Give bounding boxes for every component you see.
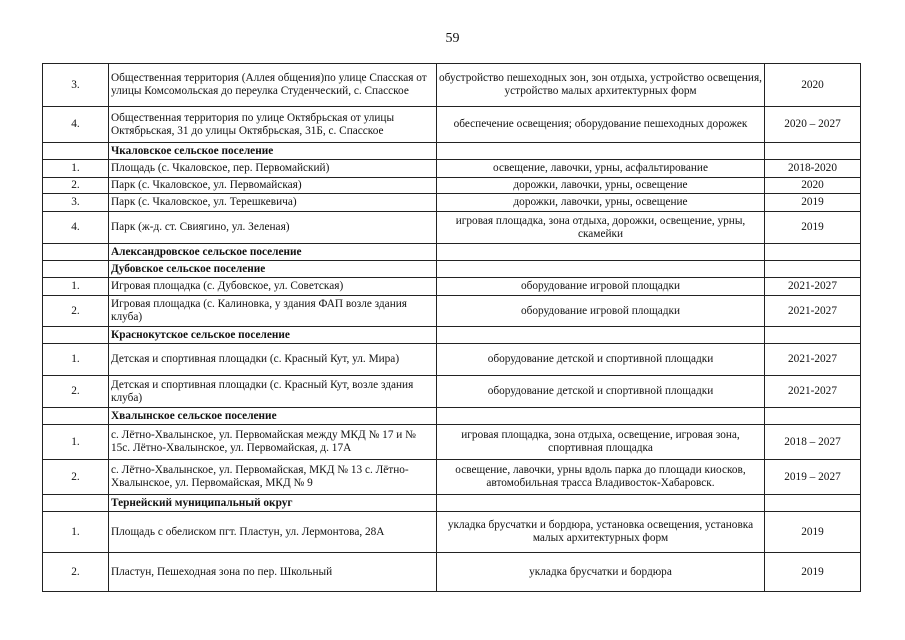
row-number-cell: 4.	[43, 212, 109, 244]
territory-name-cell: Парк (с. Чкаловское, ул. Терешкевича)	[109, 194, 437, 212]
year-cell	[765, 143, 861, 160]
section-row	[43, 244, 861, 261]
year-cell: 2019	[765, 512, 861, 553]
year-cell: 2020	[765, 178, 861, 194]
table-row	[43, 376, 861, 408]
work-description-cell: укладка брусчатки и бордюра, установка освещения, установка малых архитектурных форм	[437, 512, 765, 553]
table-row	[43, 425, 861, 460]
year-cell: 2020 – 2027	[765, 107, 861, 143]
territory-name-cell: Детская и спортивная площадки (с. Красный Кут, возле здания клуба)	[109, 376, 437, 408]
work-cell	[437, 408, 765, 425]
work-description-cell: укладка брусчатки и бордюра	[437, 553, 765, 592]
territory-name-cell: Игровая площадка (с. Дубовское, ул. Советская)	[109, 278, 437, 296]
year-cell: 2021-2027	[765, 278, 861, 296]
year-cell: 2021-2027	[765, 376, 861, 408]
section-title: Краснокутское сельское поселение	[109, 327, 437, 344]
table-row	[43, 512, 861, 553]
work-description-cell: обеспечение освещения; оборудование пешеходных дорожек	[437, 107, 765, 143]
territory-name-cell: Площадь с обелиском пгт. Пластун, ул. Лермонтова, 28А	[109, 512, 437, 553]
year-cell	[765, 408, 861, 425]
work-description-cell: игровая площадка, зона отдыха, освещение, игровая зона, спортивная площадка	[437, 425, 765, 460]
work-cell	[437, 244, 765, 261]
territory-name-cell: Пластун, Пешеходная зона по пер. Школьный	[109, 553, 437, 592]
territory-name-cell: Площадь (с. Чкаловское, пер. Первомайский)	[109, 160, 437, 178]
table-row	[43, 194, 861, 212]
section-row	[43, 143, 861, 160]
table-body	[43, 64, 861, 592]
work-description-cell: обустройство пешеходных зон, зон отдыха, устройство освещения, устройство малых архитектурных форм	[437, 64, 765, 107]
table-row	[43, 460, 861, 495]
row-number-cell: 3.	[43, 194, 109, 212]
work-description-cell: оборудование игровой площадки	[437, 296, 765, 327]
work-description-cell: освещение, лавочки, урны, асфальтирование	[437, 160, 765, 178]
work-description-cell: оборудование детской и спортивной площадки	[437, 376, 765, 408]
table-row	[43, 160, 861, 178]
table-row	[43, 64, 861, 107]
section-title: Хвалынское сельское поселение	[109, 408, 437, 425]
row-number-cell: 1.	[43, 278, 109, 296]
table-row	[43, 553, 861, 592]
section-row	[43, 495, 861, 512]
row-number-cell: 2.	[43, 178, 109, 194]
section-title: Александровское сельское поселение	[109, 244, 437, 261]
work-cell	[437, 261, 765, 278]
territory-name-cell: Детская и спортивная площадки (с. Красный Кут, ул. Мира)	[109, 344, 437, 376]
territory-name-cell: Парк (с. Чкаловское, ул. Первомайская)	[109, 178, 437, 194]
section-title: Чкаловское сельское поселение	[109, 143, 437, 160]
row-number-cell: 2.	[43, 553, 109, 592]
table-row	[43, 296, 861, 327]
work-cell	[437, 495, 765, 512]
work-cell	[437, 143, 765, 160]
work-description-cell: дорожки, лавочки, урны, освещение	[437, 178, 765, 194]
year-cell	[765, 261, 861, 278]
improvement-table	[42, 63, 861, 592]
year-cell	[765, 244, 861, 261]
year-cell	[765, 327, 861, 344]
year-cell: 2020	[765, 64, 861, 107]
year-cell: 2019	[765, 194, 861, 212]
table-row	[43, 344, 861, 376]
row-number-cell: 1.	[43, 512, 109, 553]
row-number-cell: 1.	[43, 160, 109, 178]
row-number-cell	[43, 143, 109, 160]
year-cell: 2021-2027	[765, 344, 861, 376]
row-number-cell	[43, 408, 109, 425]
territory-name-cell: с. Лётно-Хвалынское, ул. Первомайская, МКД № 13 с. Лётно-Хвалынское, ул. Первомайская, МКД № 9	[109, 460, 437, 495]
territory-name-cell: Парк (ж-д. ст. Свиягино, ул. Зеленая)	[109, 212, 437, 244]
row-number-cell: 3.	[43, 64, 109, 107]
section-title: Дубовское сельское поселение	[109, 261, 437, 278]
table-row	[43, 178, 861, 194]
row-number-cell: 2.	[43, 376, 109, 408]
year-cell: 2019	[765, 212, 861, 244]
section-row	[43, 327, 861, 344]
work-description-cell: дорожки, лавочки, урны, освещение	[437, 194, 765, 212]
territory-name-cell: Игровая площадка (с. Калиновка, у здания ФАП возле здания клуба)	[109, 296, 437, 327]
row-number-cell	[43, 327, 109, 344]
page-number: 59	[445, 31, 460, 46]
row-number-cell: 4.	[43, 107, 109, 143]
work-cell	[437, 327, 765, 344]
section-title: Тернейский муниципальный округ	[109, 495, 437, 512]
work-description-cell: игровая площадка, зона отдыха, дорожки, освещение, урны, скамейки	[437, 212, 765, 244]
territory-name-cell: с. Лётно-Хвалынское, ул. Первомайская между МКД № 17 и № 15с. Лётно-Хвалынское, ул. Первомайская, д. 17А	[109, 425, 437, 460]
territory-name-cell: Общественная территория по улице Октябрьская от улицы Октябрьская, 31 до улицы Октябрьская, 31Б, с. Спасское	[109, 107, 437, 143]
year-cell: 2019 – 2027	[765, 460, 861, 495]
row-number-cell	[43, 261, 109, 278]
table-row	[43, 107, 861, 143]
work-description-cell: оборудование детской и спортивной площадки	[437, 344, 765, 376]
table-row	[43, 212, 861, 244]
row-number-cell: 2.	[43, 460, 109, 495]
row-number-cell	[43, 495, 109, 512]
row-number-cell: 1.	[43, 344, 109, 376]
row-number-cell	[43, 244, 109, 261]
territory-name-cell: Общественная территория (Аллея общения)по улице Спасская от улицы Комсомольская до переулка Студенческий, с. Спасское	[109, 64, 437, 107]
year-cell: 2021-2027	[765, 296, 861, 327]
table-row	[43, 278, 861, 296]
row-number-cell: 1.	[43, 425, 109, 460]
section-row	[43, 261, 861, 278]
work-description-cell: оборудование игровой площадки	[437, 278, 765, 296]
year-cell: 2019	[765, 553, 861, 592]
row-number-cell: 2.	[43, 296, 109, 327]
section-row	[43, 408, 861, 425]
year-cell	[765, 495, 861, 512]
year-cell: 2018-2020	[765, 160, 861, 178]
year-cell: 2018 – 2027	[765, 425, 861, 460]
work-description-cell: освещение, лавочки, урны вдоль парка до площади киосков, автомобильная трасса Владивосток-Хабаровск.	[437, 460, 765, 495]
